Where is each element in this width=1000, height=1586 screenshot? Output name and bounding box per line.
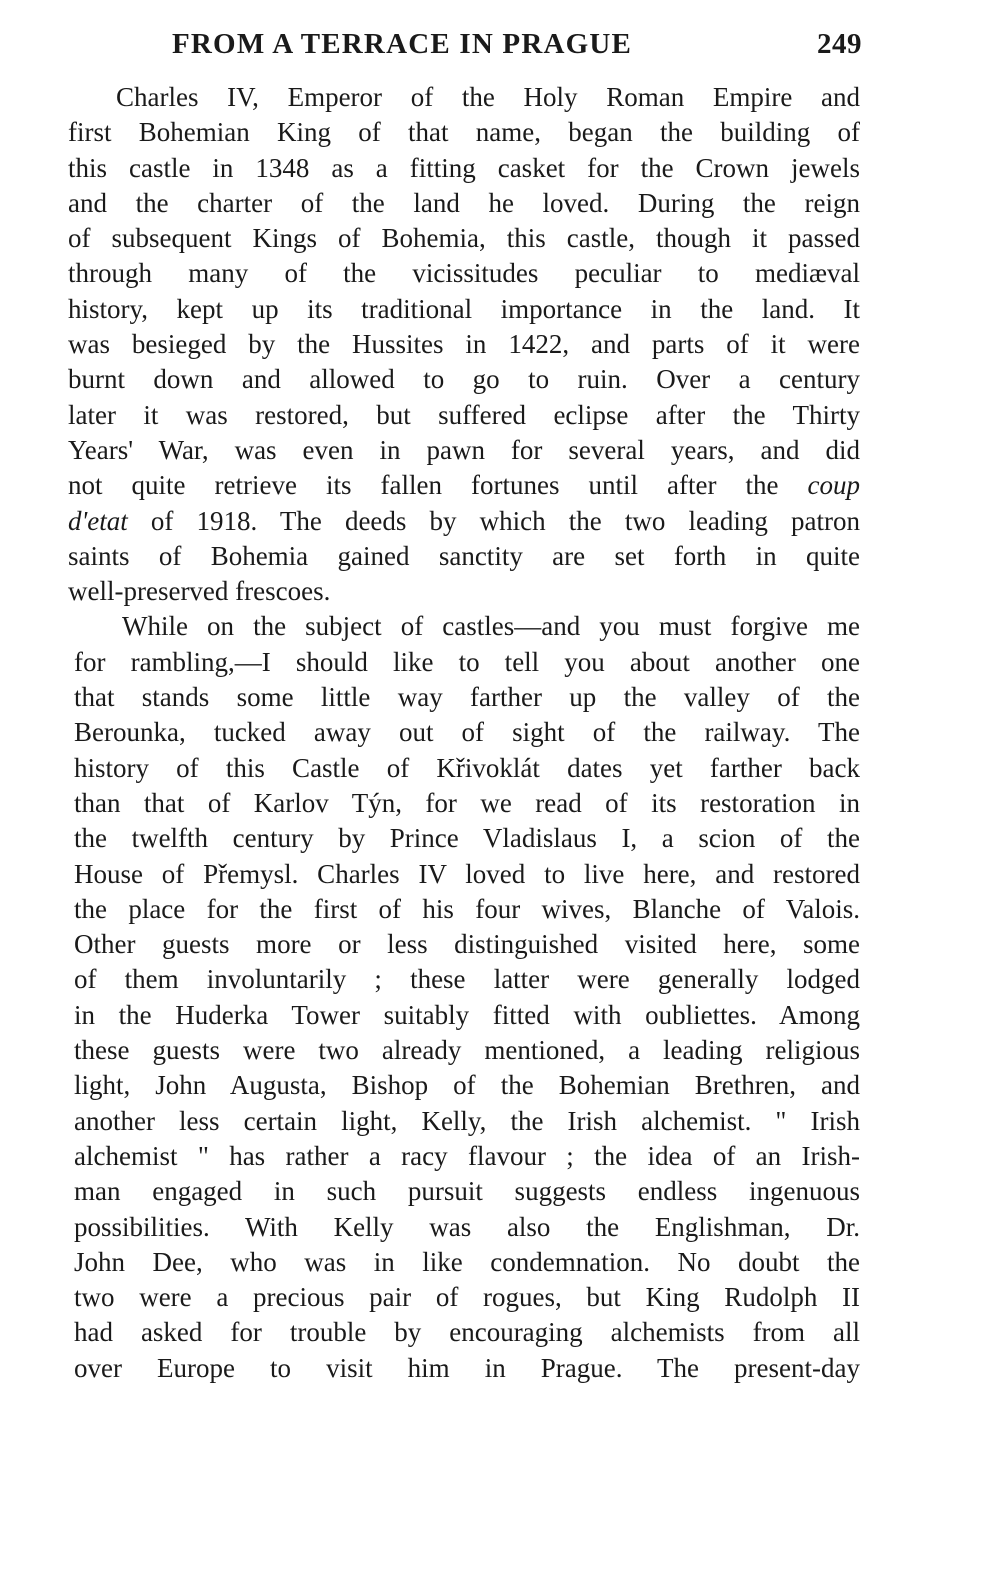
text-line: of them involuntarily ; these latter were generally lodged (74, 964, 860, 995)
text-line: first Bohemian King of that name, began the building of (68, 117, 860, 148)
chapter-title: FROM A TERRACE IN PRAGUE (172, 28, 633, 60)
text-line: two were a precious pair of rogues, but King Rudolph II (74, 1282, 860, 1313)
page-number: 249 (817, 28, 862, 60)
text-line: was besieged by the Hussites in 1422, and parts of it were (68, 329, 860, 360)
text-line: Charles IV, Emperor of the Holy Roman Empire and (116, 82, 860, 112)
paragraph (68, 609, 860, 1386)
text-line: than that of Karlov Týn, for we read of its restoration in (74, 787, 860, 818)
text-line: man engaged in such pursuit suggests endless ingenuous (74, 1176, 860, 1207)
text-line: Berounka, tucked away out of sight of the railway. The (74, 717, 860, 748)
text-line: light, John Augusta, Bishop of the Bohemian Brethren, and (74, 1070, 860, 1101)
text-line: in the Huderka Tower suitably fitted with oubliettes. Among (74, 999, 860, 1030)
text-line: House of Přemysl. Charles IV loved to live here, and restored (74, 858, 860, 889)
text-line: that stands some little way farther up the valley of the (74, 682, 860, 713)
italic-phrase: coup (807, 470, 860, 501)
text-line: history of this Castle of Křivoklát dates yet farther back (74, 752, 860, 783)
text-line: burnt down and allowed to go to ruin. Over a century (68, 364, 860, 395)
text-line: John Dee, who was in like condemnation. No doubt the (74, 1246, 860, 1277)
text-line: not quite retrieve its fallen fortunes until after the coup (68, 470, 860, 501)
text-line: Other guests more or less distinguished visited here, some (74, 929, 860, 960)
text-line: alchemist " has rather a racy flavour ; the idea of an Irish- (74, 1140, 860, 1171)
text-line: through many of the vicissitudes peculiar to mediæval (68, 258, 860, 289)
body-text (68, 80, 860, 1386)
text-line: well-preserved frescoes. (68, 576, 331, 607)
running-head (172, 22, 862, 66)
text-line: this castle in 1348 as a fitting casket for the Crown jewels (68, 152, 860, 183)
text-line: of subsequent Kings of Bohemia, this castle, though it passed (68, 223, 860, 254)
text-line: and the charter of the land he loved. During the reign (68, 187, 860, 218)
text-line: these guests were two already mentioned, a leading religious (74, 1035, 860, 1066)
text-line: saints of Bohemia gained sanctity are set forth in quite (68, 540, 860, 571)
text-line: possibilities. With Kelly was also the Englishman, Dr. (74, 1211, 860, 1242)
text-line: the twelfth century by Prince Vladislaus I, a scion of the (74, 823, 860, 854)
text-line: over Europe to visit him in Prague. The present-day (74, 1352, 860, 1383)
text-line: for rambling,—I should like to tell you about another one (74, 646, 860, 677)
text-line: had asked for trouble by encouraging alchemists from all (74, 1317, 860, 1348)
paragraph (68, 80, 860, 609)
italic-phrase: d'etat (68, 505, 128, 536)
text-line: Years' War, was even in pawn for several years, and did (68, 434, 860, 465)
text-line: d'etat of 1918. The deeds by which the two leading patron (68, 505, 860, 536)
text-line: the place for the first of his four wives, Blanche of Valois. (74, 893, 860, 924)
text-line: later it was restored, but suffered eclipse after the Thirty (68, 399, 860, 430)
text-line: another less certain light, Kelly, the Irish alchemist. " Irish (74, 1105, 860, 1136)
text-line: history, kept up its traditional importance in the land. It (68, 293, 860, 324)
text-line: While on the subject of castles—and you must forgive me (122, 611, 860, 642)
